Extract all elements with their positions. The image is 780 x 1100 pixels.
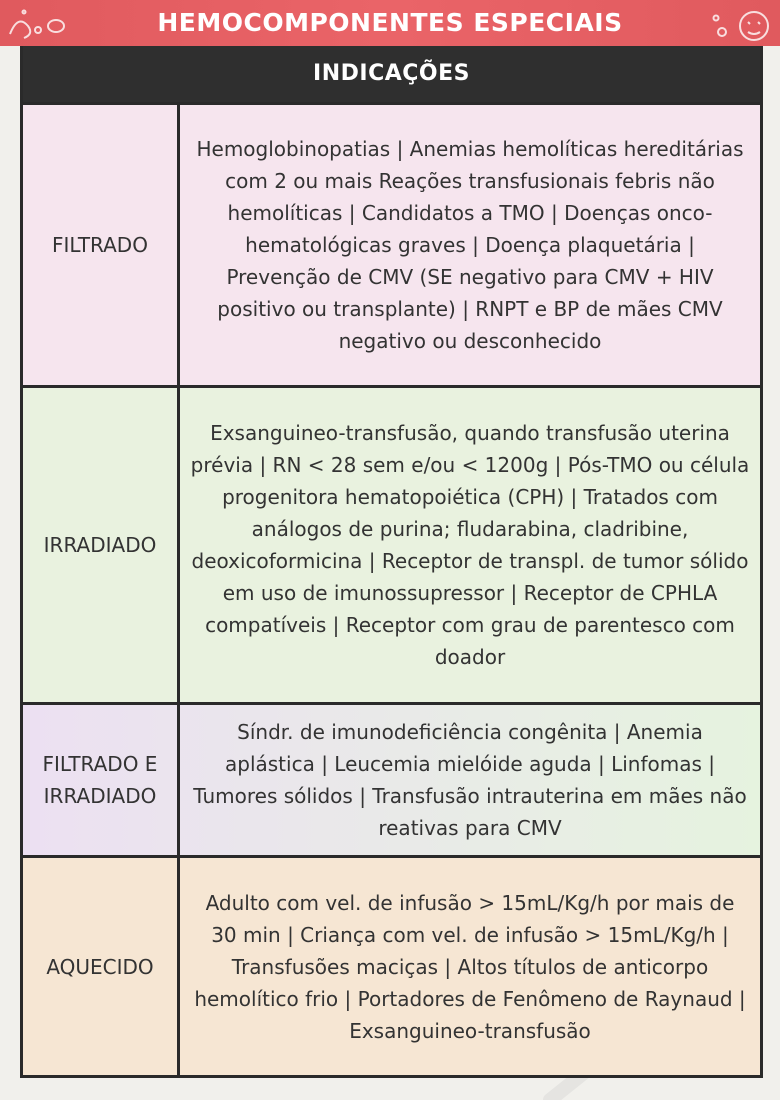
indications-table: [20, 46, 763, 1078]
row-label: AQUECIDO: [23, 858, 180, 1075]
row-label: FILTRADO E IRRADIADO: [23, 705, 180, 855]
row-content: Adulto com vel. de infusão > 15mL/Kg/h por mais de 30 min | Criança com vel. de infusão > 15mL/Kg/h | Transfusões maciças | Altos títulos de anticorpo hemolítico frio | Portadores de Fenômeno de Raynaud | Exsanguineo-transfusão: [194, 890, 746, 1043]
row-content: Exsanguineo-transfusão, quando transfusão uterina prévia | RN < 28 sem e/ou < 1200g | Pós-TMO ou célula progenitora hematopoiética (CPH) | Tratados com análogos de purina; fludarabina, cladribine, deoxicoformicina | Receptor de transpl. de tumor sólido em uso de imunossupressor | Receptor de CPHLA compatíveis | Receptor com grau de parentesco com doador: [190, 421, 750, 669]
table-row-filtrado-irradiado: [23, 702, 760, 855]
row-label: FILTRADO: [23, 105, 180, 385]
table-header: INDICAÇÕES: [23, 46, 760, 102]
table-row-irradiado: [23, 385, 760, 702]
page-title: HEMOCOMPONENTES ESPECIAIS: [157, 8, 623, 37]
table-row-aquecido: [23, 855, 760, 1075]
row-content: Hemoglobinopatias | Anemias hemolíticas hereditárias com 2 ou mais Reações transfusionais febris não hemolíticas | Candidatos a TMO | Doenças onco-hematológicas graves | Doença plaquetária | Prevenção de CMV (SE negativo para CMV + HIV positivo ou transplante) | RNPT e BP de mães CMV negativo ou desconhecido: [196, 137, 744, 353]
table-row-filtrado: [23, 102, 760, 385]
row-label: IRRADIADO: [23, 388, 180, 702]
row-content: Síndr. de imunodeficiência congênita | Anemia aplástica | Leucemia mielóide aguda | Linfomas | Tumores sólidos | Transfusão intrauterina em mães não reativas para CMV: [193, 720, 747, 840]
